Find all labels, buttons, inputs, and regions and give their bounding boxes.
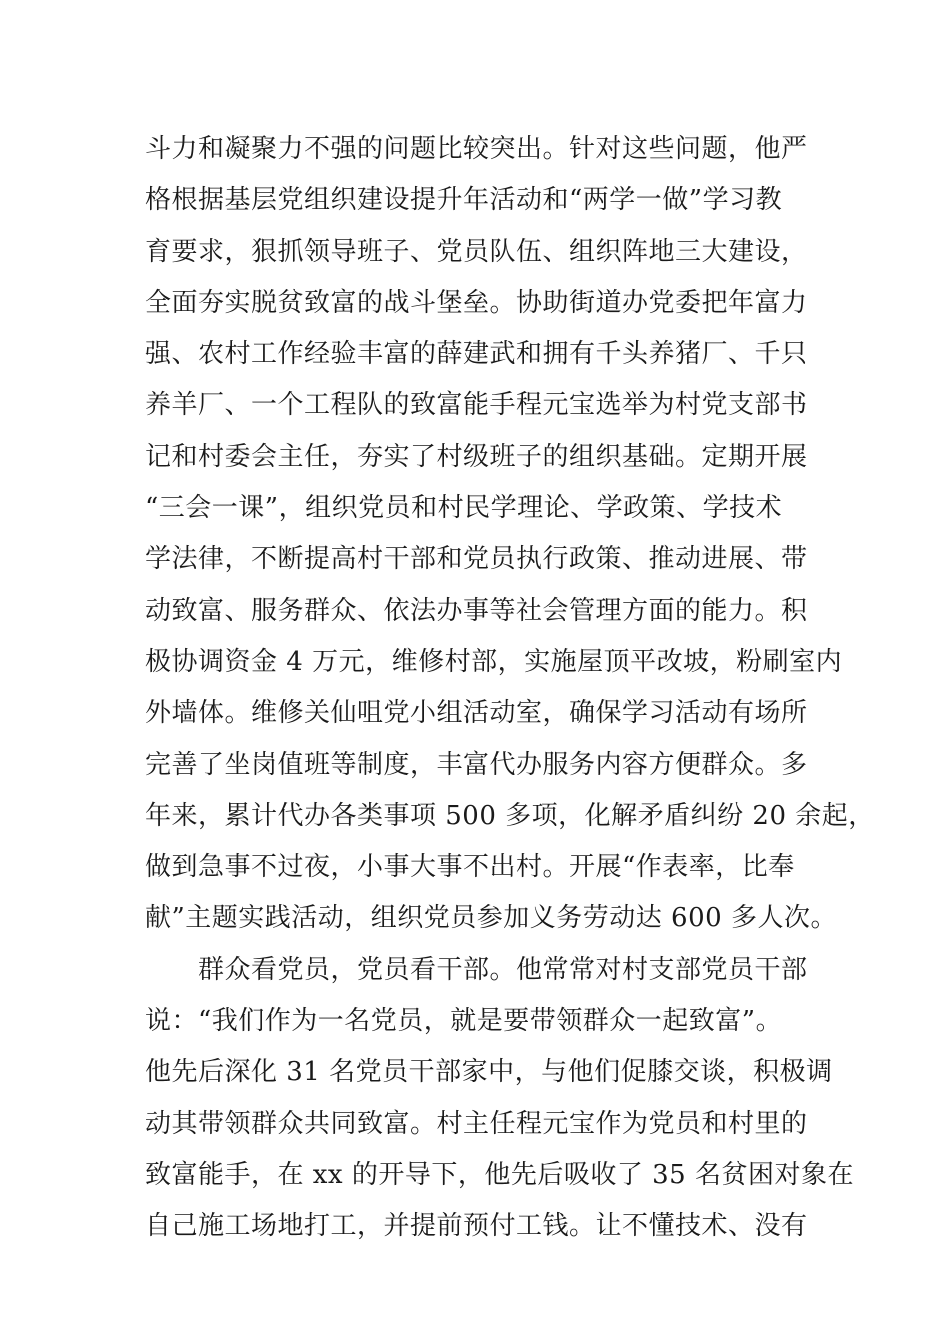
text-line: 记和村委会主任，夯实了村级班子的组织基础。定期开展 — [145, 441, 808, 472]
text-line: 极协调资金 4 万元，维修村部，实施屋顶平改坡，粉刷室内 — [145, 646, 843, 677]
text-line: 学法律，不断提高村干部和党员执行政策、推动进展、带 — [145, 544, 808, 575]
text-line: 群众看党员，党员看干部。他常常对村支部党员干部 — [145, 954, 808, 985]
text-line: 养羊厂、一个工程队的致富能手程元宝选举为村党支部书 — [145, 390, 808, 421]
text-line: 说：“我们作为一名党员，就是要带领群众一起致富”。 — [145, 1006, 783, 1037]
text-line: 做到急事不过夜，小事大事不出村。开展“作表率，比奉 — [145, 852, 795, 883]
text-line: 育要求，狠抓领导班子、党员队伍、组织阵地三大建设， — [145, 236, 808, 267]
body-text — [145, 124, 875, 1253]
text-line: 自己施工场地打工，并提前预付工钱。让不懂技术、没有 — [145, 1211, 808, 1242]
text-line: 外墙体。维修关仙咀党小组活动室，确保学习活动有场所 — [145, 698, 808, 729]
text-line: 格根据基层党组织建设提升年活动和“两学一做”学习教 — [145, 185, 783, 216]
text-line: 完善了坐岗值班等制度，丰富代办服务内容方便群众。多 — [145, 749, 808, 780]
text-line: 年来，累计代办各类事项 500 多项，化解矛盾纠纷 20 余起， — [145, 800, 875, 831]
text-line: 动致富、服务群众、依法办事等社会管理方面的能力。积 — [145, 595, 808, 626]
text-line: 动其带领群众共同致富。村主任程元宝作为党员和村里的 — [145, 1108, 808, 1139]
text-line: 强、农村工作经验丰富的薛建武和拥有千头养猪厂、千只 — [145, 339, 808, 370]
text-line: “三会一课”，组织党员和村民学理论、学政策、学技术 — [145, 493, 783, 524]
text-line: 致富能手，在 xx 的开导下，他先后吸收了 35 名贫困对象在 — [145, 1159, 854, 1190]
text-line: 斗力和凝聚力不强的问题比较突出。针对这些问题，他严 — [145, 134, 808, 164]
text-line: 他先后深化 31 名党员干部家中，与他们促膝交谈，积极调 — [145, 1057, 833, 1088]
text-line: 全面夯实脱贫致富的战斗堡垒。协助街道办党委把年富力 — [145, 287, 808, 318]
text-line: 献”主题实践活动，组织党员参加义务劳动达 600 多人次。 — [145, 903, 837, 934]
